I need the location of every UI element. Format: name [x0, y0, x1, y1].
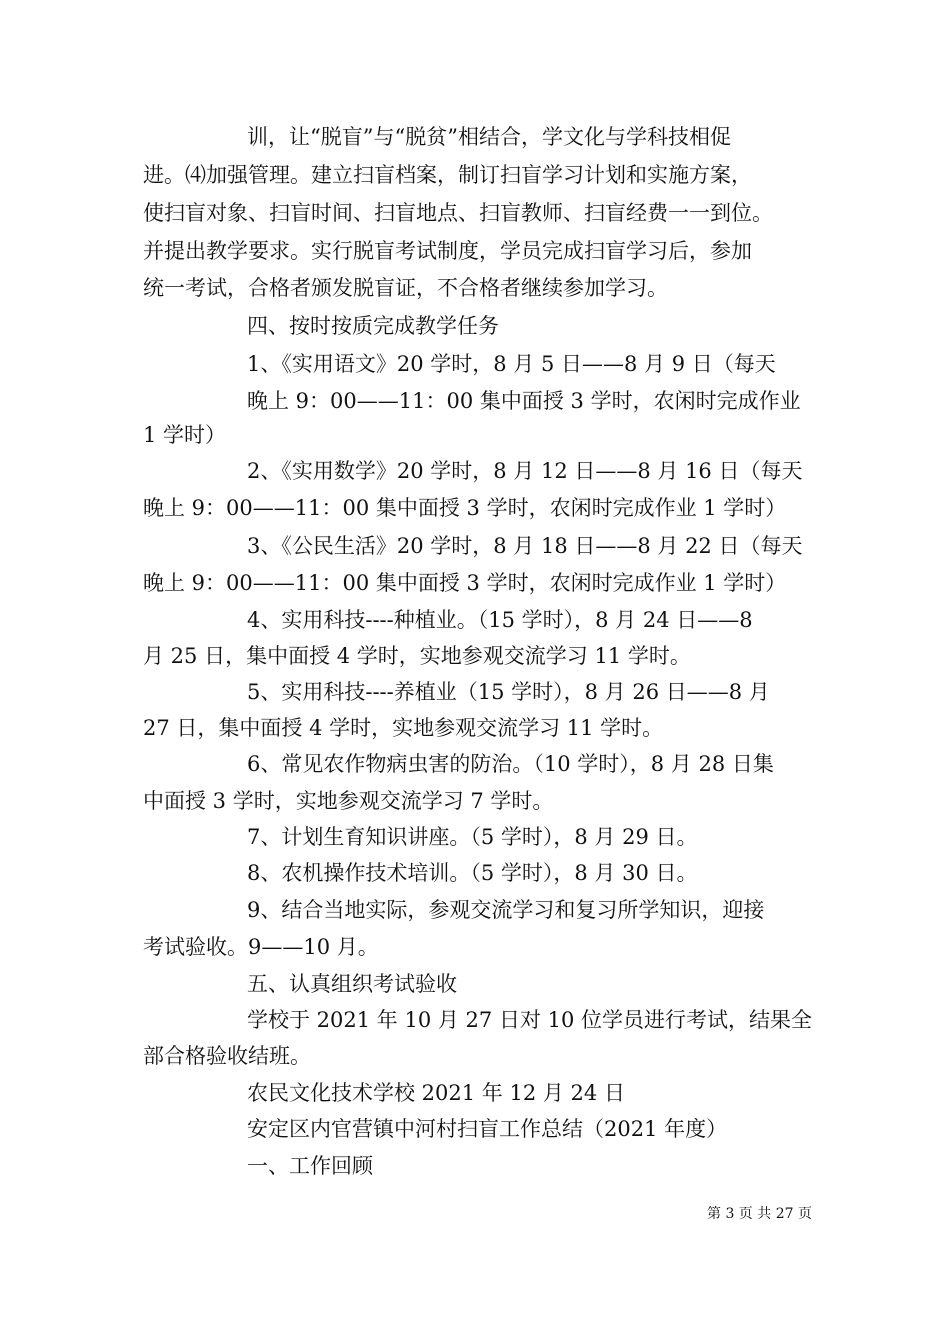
text-line: 8、农机操作技术培训。（5 学时），8 月 30 日。 [247, 861, 698, 885]
section-heading: 一、工作回顾 [247, 1154, 373, 1178]
section-heading: 五、认真组织考试验收 [247, 972, 457, 996]
text-line: 并提出教学要求。实行脱盲考试制度，学员完成扫盲学习后，参加 [143, 239, 752, 263]
text-line: 统一考试，合格者颁发脱盲证，不合格者继续参加学习。 [143, 276, 668, 300]
signature-line: 农民文化技术学校 2021 年 12 月 24 日 [247, 1081, 625, 1105]
text-line: 4、实用科技----种植业。（15 学时），8 月 24 日——8 [247, 608, 753, 632]
text-line: 部合格验收结班。 [143, 1044, 311, 1068]
text-line: 晚上 9：00——11：00 集中面授 3 学时，农闲时完成作业 [247, 389, 801, 413]
text-line: 学校于 2021 年 10 月 27 日对 10 位学员进行考试，结果全 [247, 1008, 813, 1032]
text-line: 晚上 9：00——11：00 集中面授 3 学时，农闲时完成作业 1 学时） [143, 571, 787, 595]
text-line: 3、《公民生活》20 学时，8 月 18 日——8 月 22 日（每天 [247, 534, 803, 558]
text-line: 27 日，集中面授 4 学时，实地参观交流学习 11 学时。 [143, 716, 664, 740]
document-title: 安定区内官营镇中河村扫盲工作总结（2021 年度） [247, 1117, 728, 1141]
text-line: 5、实用科技----养植业（15 学时），8 月 26 日——8 月 [247, 680, 770, 704]
text-line: 考试验收。9——10 月。 [143, 935, 379, 959]
text-line: 中面授 3 学时，实地参观交流学习 7 学时。 [143, 789, 554, 813]
text-line: 9、结合当地实际，参观交流学习和复习所学知识，迎接 [247, 898, 765, 922]
text-line: 1 学时） [143, 423, 227, 447]
text-line: 进。⑷加强管理。建立扫盲档案，制订扫盲学习计划和实施方案， [143, 163, 752, 187]
text-line: 训，让“脱盲”与“脱贫”相结合，学文化与学科技相促 [247, 125, 731, 149]
page-number-footer: 第 3 页 共 27 页 [707, 1206, 812, 1222]
section-heading: 四、按时按质完成教学任务 [247, 314, 499, 338]
text-line: 1、《实用语文》20 学时，8 月 5 日——8 月 9 日（每天 [247, 352, 776, 376]
text-line: 6、常见农作物病虫害的防治。（10 学时），8 月 28 日集 [247, 752, 774, 776]
text-line: 使扫盲对象、扫盲时间、扫盲地点、扫盲教师、扫盲经费一一到位。 [143, 201, 773, 225]
text-line: 晚上 9：00——11：00 集中面授 3 学时，农闲时完成作业 1 学时） [143, 496, 787, 520]
text-line: 7、计划生育知识讲座。（5 学时），8 月 29 日。 [247, 825, 698, 849]
text-line: 月 25 日，集中面授 4 学时，实地参观交流学习 11 学时。 [143, 644, 691, 668]
text-line: 2、《实用数学》20 学时，8 月 12 日——8 月 16 日（每天 [247, 459, 803, 483]
